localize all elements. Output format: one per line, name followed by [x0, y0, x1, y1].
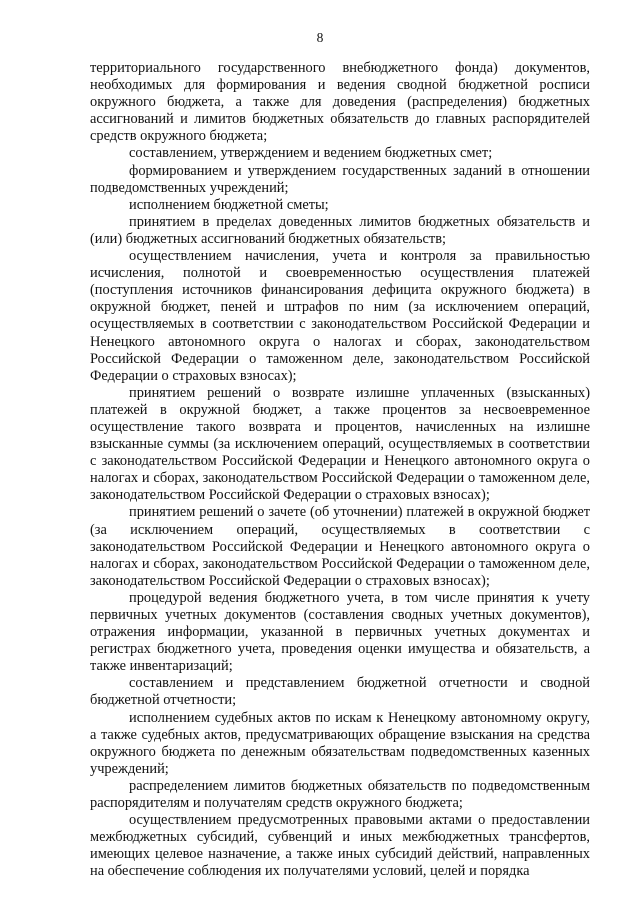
paragraph-7: принятием решений о возврате излишне уплаченных (взысканных) платежей в окружной бюджет, а также процентов за несвоевременное осуществление такого возврата и процентов, начисленных на излишне взысканные суммы (за исключением операций, осуществляемых в соответствии с законодательством Российской Федерации и Ненецкого автономного округа о налогах и сборах, законодательством Российской Федерации о таможенном деле, законодательством Российской Федерации о страховых взносах); — [90, 384, 590, 504]
document-body — [90, 60, 590, 881]
paragraph-4: исполнением бюджетной сметы; — [129, 196, 329, 213]
paragraph-8: принятием решений о зачете (об уточнении) платежей в окружной бюджет (за исключением операций, осуществляемых в соответствии с законодательством Российской Федерации и Ненецкого автономного округа о налогах и сборах, законодательством Российской Федерации о таможенном деле, законодательством Российской Федерации о страховых взносах); — [90, 504, 590, 589]
paragraph-12: распределением лимитов бюджетных обязательств по подведомственным распорядителям и получателям средств окружного бюджета; — [90, 777, 590, 812]
paragraph-13: осуществлением предусмотренных правовыми актами о предоставлении межбюджетных субсидий, субвенций и иных межбюджетных трансфертов, имеющих целевое назначение, а также иных субсидий действий, направленных на обеспечение соблюдения их получателями условий, целей и порядка — [90, 812, 590, 880]
paragraph-5: принятием в пределах доведенных лимитов бюджетных обязательств и (или) бюджетных ассигнований бюджетных обязательств; — [90, 213, 590, 247]
page-number: 8 — [316, 30, 324, 45]
paragraph-10: составлением и представлением бюджетной отчетности и сводной бюджетной отчетности; — [90, 675, 590, 709]
paragraph-3: формированием и утверждением государственных заданий в отношении подведомственных учреждений; — [90, 162, 590, 196]
paragraph-11: исполнением судебных актов по искам к Ненецкому автономному округу, а также судебных актов, предусматривающих обращение взыскания на средства окружного бюджета по денежным обязательствам подведомственных казенных учреждений; — [90, 709, 590, 777]
paragraph-9: процедурой ведения бюджетного учета, в том числе принятия к учету первичных учетных документов (составления сводных учетных документов), отражения информации, указанной в первичных учетных документах и регистрах бюджетного учета, проведения оценки имущества и обязательств, а также инвентаризаций; — [90, 589, 590, 675]
paragraph-2: составлением, утверждением и ведением бюджетных смет; — [129, 145, 493, 162]
paragraph-1: территориального государственного внебюджетного фонда) документов, необходимых для формирования и ведения сводной бюджетной росписи окружного бюджета, а также для доведения (распределения) бюджетных ассигнований и лимитов бюджетных обязательств до главных распорядителей средств окружного бюджета; — [90, 60, 590, 145]
paragraph-6: осуществлением начисления, учета и контроля за правильностью исчисления, полнотой и своевременностью осуществления платежей (поступления источников финансирования дефицита окружного бюджета) в окружной бюджет, пеней и штрафов по ним (за исключением операций, осуществляемых в соответствии с законодательством Российской Федерации и Ненецкого автономного округа о налогах и сборах, законодательством Российской Федерации о таможенном деле, законодательством Российской Федерации о страховых взносах); — [90, 248, 590, 384]
